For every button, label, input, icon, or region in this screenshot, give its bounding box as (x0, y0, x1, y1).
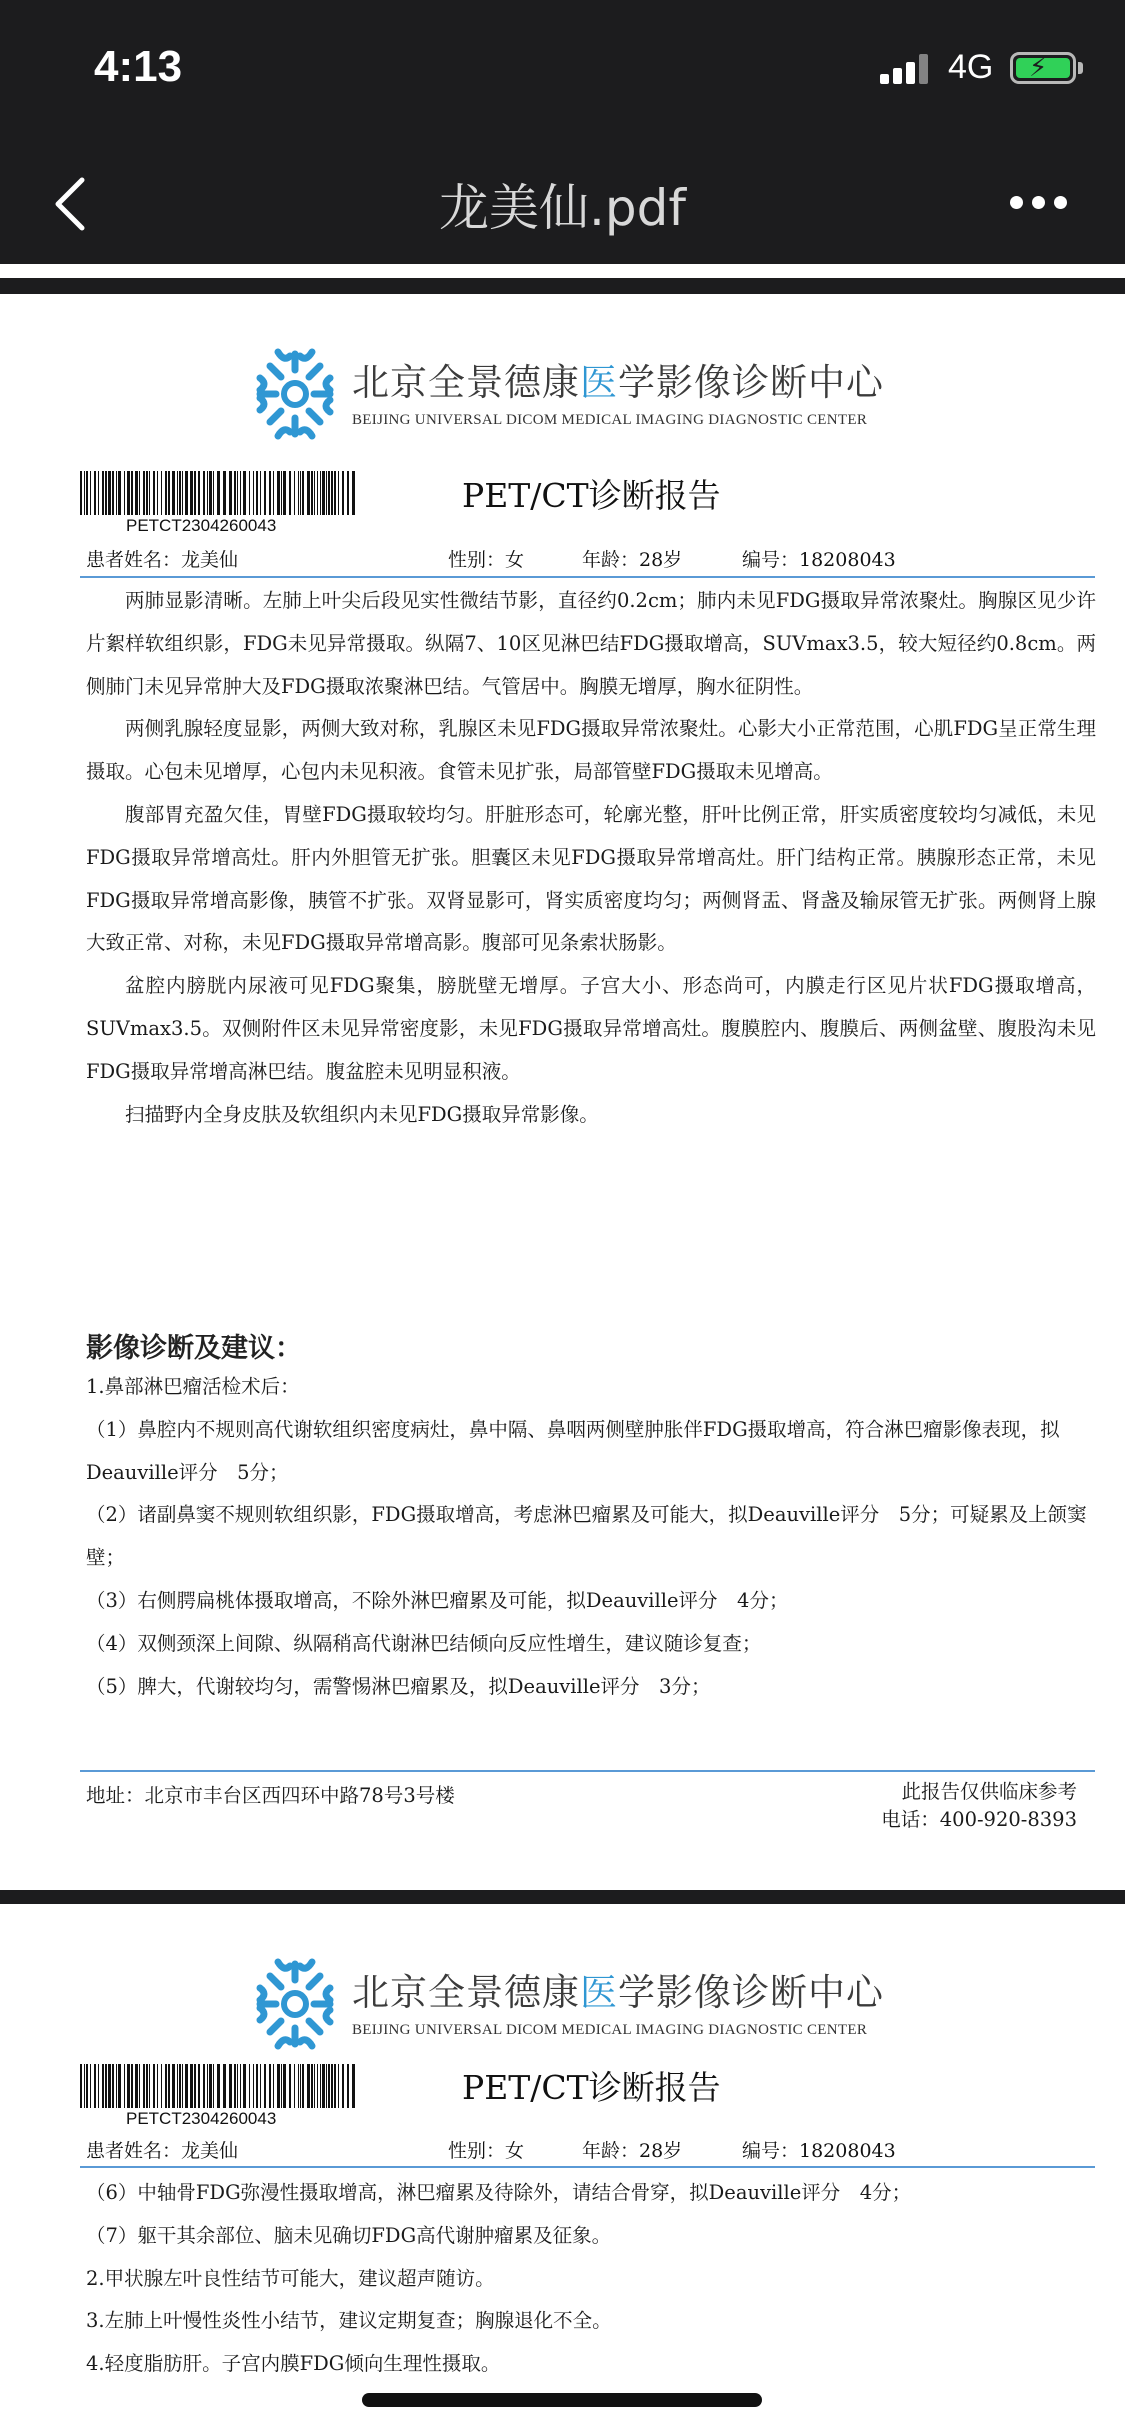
diagnosis-item: （4）双侧颈深上间隙、纵隔稍高代谢淋巴结倾向反应性增生，建议随诊复查； (86, 1631, 762, 1655)
center-name-cn: 北京全景德康医学影像诊断中心 (352, 361, 884, 404)
phone-number: 电话：400-920-8393 (881, 1808, 1077, 1831)
footer-divider (80, 1770, 1095, 1772)
patient-age: 年龄：28岁 (582, 2140, 683, 2162)
diagnosis-item: 2.甲状腺左叶良性结节可能大，建议超声随访。 (86, 2266, 495, 2290)
battery-icon: ⚡ (1010, 52, 1076, 84)
center-logo-icon (250, 1954, 340, 2054)
document-title: 龙美仙.pdf (439, 179, 686, 237)
patient-name: 患者姓名：龙美仙 (86, 549, 239, 571)
previous-page-edge (0, 264, 1125, 278)
diagnosis-item: 1.鼻部淋巴瘤活检术后： (86, 1375, 300, 1398)
disclaimer-text: 此报告仅供临床参考 (901, 1780, 1077, 1803)
report-barcode (80, 471, 355, 515)
diagnosis-item: 3.左肺上叶慢性炎性小结节，建议定期复查；胸腺退化不全。 (86, 2309, 612, 2333)
patient-name: 患者姓名：龙美仙 (86, 2140, 239, 2162)
pdf-viewer[interactable] (0, 264, 1125, 2436)
findings-paragraph: 盆腔内膀胱内尿液可见FDG聚集，膀胱壁无增厚。子宫大小、形态尚可，内膜走行区见片状FDG摄取增高，SUVmax3.5。双侧附件区未见异常密度影，未见FDG摄取异常增高灶。腹膜腔内、腹膜后、两侧盆壁、腹股沟未见FDG摄取异常增高淋巴结。腹盆腔未见明显积液。 (86, 974, 1096, 1083)
pdf-page-1 (0, 294, 1125, 1890)
report-barcode (80, 2064, 355, 2108)
network-type: 4G (948, 48, 994, 86)
header-divider (80, 576, 1095, 578)
center-logo-icon (250, 344, 340, 444)
center-logo (250, 344, 890, 454)
diagnosis-list (86, 1366, 1096, 1708)
findings-paragraph: 扫描野内全身皮肤及软组织内未见FDG摄取异常影像。 (125, 1102, 599, 1126)
diagnosis-item: （3）右侧腭扁桃体摄取增高，不除外淋巴瘤累及可能，拟Deauville评分 4分； (86, 1588, 789, 1612)
patient-age: 年龄：28岁 (582, 549, 683, 571)
header-divider (80, 2166, 1095, 2168)
report-title: PET/CT诊断报告 (462, 2068, 721, 2107)
patient-number: 编号：18208043 (742, 2140, 896, 2162)
center-name-en: BEIJING UNIVERSAL DICOM MEDICAL IMAGING DIAGNOSTIC CENTER (352, 412, 868, 428)
findings-paragraph: 腹部胃充盈欠佳，胃壁FDG摄取较均匀。肝脏形态可，轮廓光整，肝叶比例正常，肝实质密度较均匀减低，未见FDG摄取异常增高灶。肝内外胆管无扩张。胆囊区未见FDG摄取异常增高灶。肝门结构正常。胰腺形态正常，未见FDG摄取异常增高影像，胰管不扩张。双肾显影可，肾实质密度均匀；两侧肾盂、肾盏及输尿管无扩张。两侧肾上腺大致正常、对称，未见FDG摄取异常增高影。腹部可见条索状肠影。 (86, 802, 1096, 955)
diagnosis-item: （5）脾大，代谢较均匀，需警惕淋巴瘤累及，拟Deauville评分 3分； (86, 1674, 711, 1698)
findings-text (86, 580, 1096, 1136)
report-title: PET/CT诊断报告 (462, 476, 721, 515)
status-time: 4:13 (94, 42, 183, 91)
signal-icon (880, 54, 932, 84)
diagnosis-list-continued (86, 2172, 1096, 2386)
center-logo (250, 1954, 890, 2064)
navigation-bar (0, 140, 1125, 264)
home-indicator[interactable] (362, 2393, 762, 2407)
more-options-icon[interactable] (1010, 192, 1070, 212)
diagnosis-item: （1）鼻腔内不规则高代谢软组织密度病灶，鼻中隔、鼻咽两侧壁肿胀伴FDG摄取增高，符合淋巴瘤影像表现，拟Deauville评分 5分； (86, 1417, 1060, 1484)
patient-sex: 性别：女 (448, 549, 525, 571)
diagnosis-item: （7）躯干其余部位、脑未见确切FDG高代谢肿瘤累及征象。 (86, 2223, 612, 2247)
patient-number: 编号：18208043 (742, 549, 896, 571)
battery-tip (1078, 62, 1083, 74)
findings-paragraph: 两肺显影清晰。左肺上叶尖后段见实性微结节影，直径约0.2cm；肺内未见FDG摄取异常浓聚灶。胸腺区见少许片絮样软组织影，FDG未见异常摄取。纵隔7、10区见淋巴结FDG摄取增高，SUVmax3.5，较大短径约0.8cm。两侧肺门未见异常肿大及FDG摄取浓聚淋巴结。气管居中。胸膜无增厚，胸水征阴性。 (86, 589, 1096, 698)
center-name-en: BEIJING UNIVERSAL DICOM MEDICAL IMAGING DIAGNOSTIC CENTER (352, 2022, 868, 2038)
diagnosis-item: 4.轻度脂肪肝。子宫内膜FDG倾向生理性摄取。 (86, 2352, 501, 2376)
status-bar (0, 0, 1125, 140)
pdf-page-2 (0, 1904, 1125, 2436)
center-address: 地址：北京市丰台区西四环中路78号3号楼 (86, 1784, 455, 1807)
diagnosis-item: （6）中轴骨FDG弥漫性摄取增高，淋巴瘤累及待除外，请结合骨穿，拟Deauville评分 4分； (86, 2181, 912, 2204)
footer-contact (881, 1778, 1077, 1834)
diagnosis-heading: 影像诊断及建议： (86, 1333, 302, 1364)
patient-sex: 性别：女 (448, 2140, 525, 2162)
findings-paragraph: 两侧乳腺轻度显影，两侧大致对称，乳腺区未见FDG摄取异常浓聚灶。心影大小正常范围，心肌FDG呈正常生理摄取。心包未见增厚，心包内未见积液。食管未见扩张，局部管壁FDG摄取未见增高。 (86, 717, 1096, 784)
center-name-cn: 北京全景德康医学影像诊断中心 (352, 1971, 884, 2014)
barcode-number: PETCT2304260043 (126, 2109, 277, 2128)
diagnosis-item: （2）诸副鼻窦不规则软组织影，FDG摄取增高，考虑淋巴瘤累及可能大，拟Deauville评分 5分；可疑累及上颌窦壁； (86, 1503, 1087, 1570)
barcode-number: PETCT2304260043 (126, 516, 277, 535)
